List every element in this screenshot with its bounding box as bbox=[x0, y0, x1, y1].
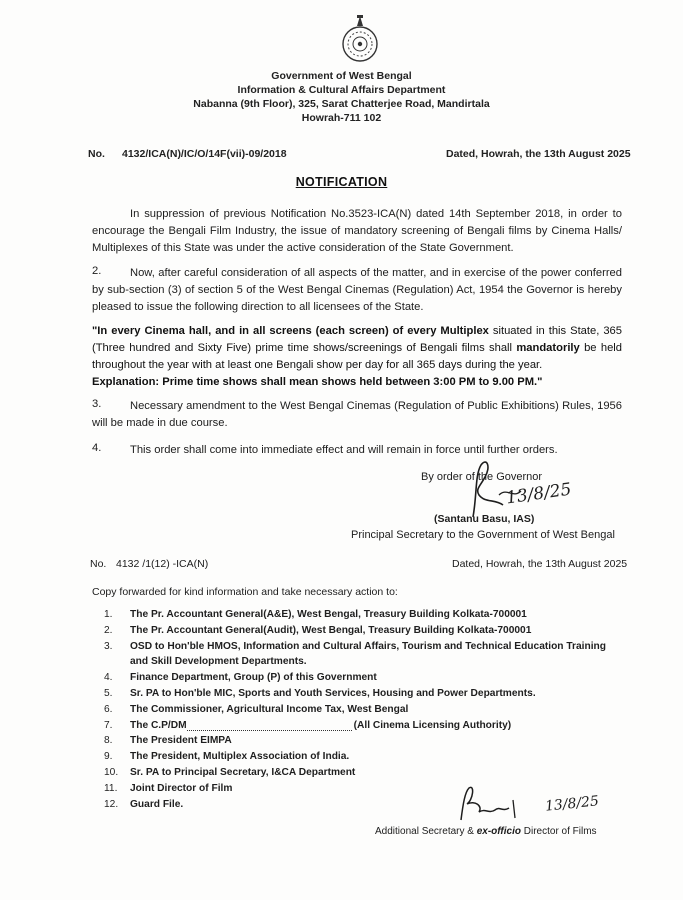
paragraph-3-number: 3. bbox=[92, 398, 102, 410]
list-item: 11. Joint Director of Film bbox=[104, 782, 233, 794]
list-item: 6. The Commissioner, Agricultural Income Tax, West Bengal bbox=[104, 703, 409, 715]
list-item: 9. The President, Multiplex Association of India. bbox=[104, 751, 350, 763]
list-item: 1. The Pr. Accountant General(A&E), West Bengal, Treasury Building Kolkata-700001 bbox=[104, 609, 527, 620]
signature-1-date: 13/8/25 bbox=[504, 479, 573, 509]
recipient-list bbox=[104, 607, 624, 812]
page-title: NOTIFICATION bbox=[295, 175, 388, 189]
paragraph-1-text: In suppression of previous Notification No.3523-ICA(N) dated 14th September 2018, in order to encourage the Bengali Film Industry, the issue of mandatory screening of Bengali films by Cinema Halls/ Multiplexes of this State was under the active consideration of the State Government. bbox=[92, 208, 622, 254]
signatory-name: (Santanu Basu, IAS) bbox=[434, 513, 535, 525]
signature-2-scribble-icon bbox=[455, 780, 545, 830]
header-government: Government of West Bengal bbox=[271, 70, 412, 82]
memo-no-label: No. bbox=[90, 558, 107, 570]
paragraph-3-text: Necessary amendment to the West Bengal Cinemas (Regulation of Public Exhibitions) Rules, 1956 will be made in due course. bbox=[92, 400, 622, 429]
copy-forwarded-line: Copy forwarded for kind information and take necessary action to: bbox=[92, 586, 398, 598]
quote-part-g: be held throughout the year with at least one Bengali show per day for all 365 days during the year. bbox=[92, 342, 623, 371]
list-item: 8. The President EIMPA bbox=[104, 735, 232, 747]
quote-part-e: situated in this State, 365 (Three hundred and Sixty Five) prime time shows/screenings of Bengali films shall bbox=[92, 325, 622, 354]
paragraph-4-number: 4. bbox=[92, 442, 102, 454]
signatory-designation: Principal Secretary to the Government of West Bengal bbox=[351, 529, 615, 541]
list-item: 4. Finance Department, Group (P) of this Government bbox=[104, 672, 377, 684]
list-item: 3. OSD to Hon'ble HMOS, Information and Cultural Affairs, Tourism and Technical Education Training and Skill Development Departments. bbox=[104, 640, 606, 668]
ref-number: 4132/ICA(N)/IC/O/14F(vii)-09/2018 bbox=[122, 148, 287, 160]
signatory-2-designation: Additional Secretary & ex-officio Director of Films bbox=[375, 826, 597, 837]
quote-part-c: , and in all screens (each screen) of every bbox=[208, 325, 441, 337]
paragraph-3 bbox=[92, 398, 622, 432]
list-item: 5. Sr. PA to Hon'ble MIC, Sports and Youth Services, Housing and Power Departments. bbox=[104, 687, 536, 699]
blank-dotted-line bbox=[187, 730, 352, 731]
quote-explanation: Explanation: Prime time shows shall mean shows held between 3:00 PM to 9.00 PM." bbox=[92, 376, 543, 388]
quote-part-a: "In every bbox=[92, 325, 145, 337]
paragraph-2-text: Now, after careful consideration of all aspects of the matter, and in exercise of the power conferred by sub-section (3) of section 5 of the West Bengal Cinemas (Regulation) Act, 1954 the Governor is hereby pleased to issue the following direction to all licensees of the State. bbox=[92, 267, 622, 313]
paragraph-1 bbox=[92, 206, 622, 257]
ref-no-label: No. bbox=[88, 148, 105, 160]
paragraph-2-number: 2. bbox=[92, 265, 102, 277]
header-address: Nabanna (9th Floor), 325, Sarat Chatterjee Road, Mandirtala bbox=[193, 98, 490, 110]
quote-multiplex: Multiplex bbox=[440, 325, 489, 337]
paragraph-4-text: This order shall come into immediate effect and will remain in force until further orders. bbox=[130, 444, 558, 456]
signature-2-date: 13/8/25 bbox=[544, 793, 600, 815]
ref-date: Dated, Howrah, the 13th August 2025 bbox=[446, 148, 631, 160]
quote-mandatorily: mandatorily bbox=[516, 342, 580, 354]
list-item: 2. The Pr. Accountant General(Audit), West Bengal, Treasury Building Kolkata-700001 bbox=[104, 624, 532, 636]
direction-quote bbox=[92, 323, 622, 391]
header-department: Information & Cultural Affairs Department bbox=[237, 84, 446, 96]
header-city: Howrah-711 102 bbox=[301, 112, 382, 124]
by-order-line: By order of the Governor bbox=[421, 471, 543, 483]
memo-date: Dated, Howrah, the 13th August 2025 bbox=[452, 558, 628, 570]
quote-cinema-hall: Cinema hall bbox=[144, 325, 209, 337]
list-item: 10. Sr. PA to Principal Secretary, I&CA Department bbox=[104, 766, 356, 778]
list-item: 12. Guard File. bbox=[104, 798, 184, 810]
memo-number: 4132 /1(12) -ICA(N) bbox=[116, 558, 209, 570]
paragraph-2 bbox=[92, 265, 622, 316]
state-emblem-icon bbox=[337, 10, 383, 66]
list-item: 7. The C.P/DM (All Cinema Licensing Authority) bbox=[104, 719, 512, 731]
